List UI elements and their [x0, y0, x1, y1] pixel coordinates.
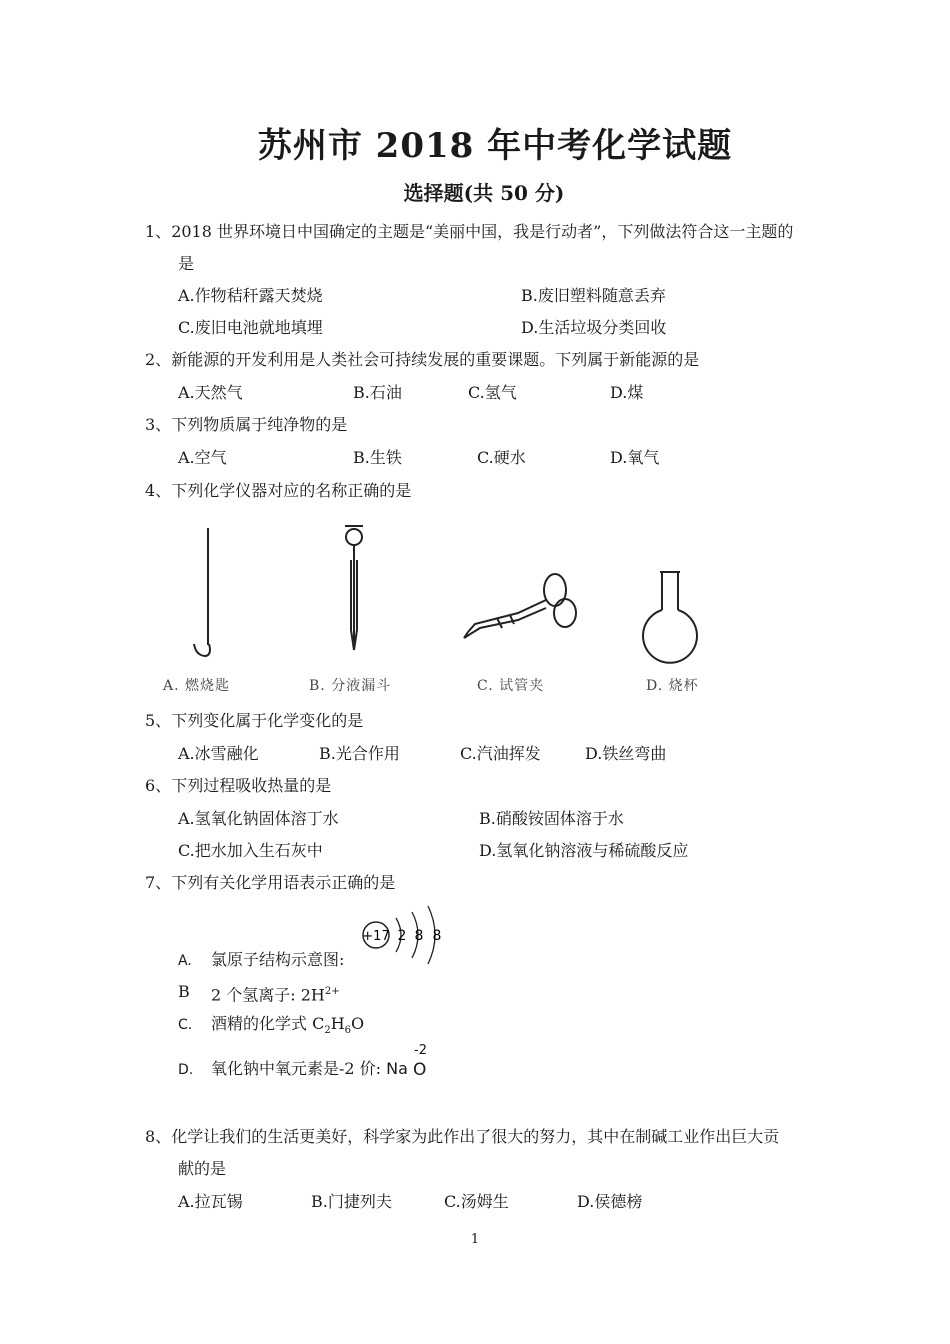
- option-a-text: 氯原子结构示意图:: [211, 950, 345, 969]
- question-8-continued: 献的是: [178, 1159, 227, 1178]
- caption-a: A. 燃烧匙: [163, 678, 231, 694]
- question-number: 8、: [145, 1127, 172, 1146]
- question-number: 3、: [145, 415, 172, 434]
- question-text: 新能源的开发利用是人类社会可持续发展的重要课题。下列属于新能源的是: [171, 350, 700, 369]
- option-c: C.汽油挥发: [460, 744, 541, 763]
- option-a: A.作物秸秆露天焚烧: [178, 286, 323, 305]
- flask-icon: [643, 572, 697, 663]
- tongs-icon: [464, 574, 576, 638]
- question-4: [145, 481, 411, 501]
- option-b: B.门捷列夫: [311, 1192, 392, 1211]
- question-8: [145, 1127, 779, 1147]
- ion-charge: 2+: [324, 986, 340, 997]
- option-a: A.拉瓦锡: [178, 1192, 243, 1211]
- option-c: C.汤姆生: [444, 1192, 509, 1211]
- question-5: [145, 711, 363, 731]
- question-number: 6、: [145, 776, 172, 795]
- question-text: 化学让我们的生活更美好，科学家为此作出了很大的努力，其中在制碱工业作出巨大贡: [171, 1127, 780, 1146]
- question-text: 下列变化属于化学变化的是: [171, 711, 364, 730]
- option-b: B.石油: [353, 383, 402, 402]
- oxygen-symbol: O: [413, 1060, 427, 1080]
- option-d: D.侯德榜: [577, 1192, 643, 1211]
- option-d: D.铁丝弯曲: [585, 744, 667, 763]
- question-3: [145, 415, 347, 435]
- option-d: D.煤: [610, 383, 644, 402]
- option-d: D.氧气: [610, 448, 660, 467]
- option-d: D.生活垃圾分类回收: [521, 318, 667, 337]
- question-2: [145, 350, 699, 370]
- question-number: 4、: [145, 481, 172, 500]
- caption-c: C. 试管夹: [477, 678, 545, 694]
- question-text: 下列有关化学用语表示正确的是: [171, 873, 396, 892]
- question-text: 下列化学仪器对应的名称正确的是: [171, 481, 412, 500]
- option-c: C.硬水: [477, 448, 526, 467]
- option-b: B.生铁: [353, 448, 402, 467]
- question-text: 下列物质属于纯净物的是: [171, 415, 348, 434]
- option-c: C.把水加入生石灰中: [178, 841, 323, 860]
- question-1-continued: 是: [178, 254, 195, 273]
- option-c: C.氢气: [468, 383, 517, 402]
- option-a: A.天然气: [178, 383, 243, 402]
- option-b: B.废旧塑料随意丢弃: [521, 286, 666, 305]
- separating-funnel-icon: [345, 526, 363, 650]
- question-text: 2018 世界环境日中国确定的主题是“美丽中国，我是行动者”，下列做法符合这一主题的: [171, 222, 794, 241]
- shell-3-electrons: 8: [432, 928, 442, 944]
- option-b-text: 2 个氢离子: $2H^{2+}$: [211, 985, 340, 1005]
- option-b: B.光合作用: [319, 744, 400, 763]
- section-heading: 选择题(共 50 分): [403, 181, 565, 205]
- option-c: C.废旧电池就地填埋: [178, 318, 323, 337]
- page-number: 1: [470, 1232, 480, 1247]
- nucleus-charge: +17: [362, 929, 390, 944]
- instrument-illustrations: [150, 520, 730, 670]
- question-1: [145, 222, 793, 242]
- question-number: 5、: [145, 711, 172, 730]
- question-number: 1、: [145, 222, 172, 241]
- option-a-label: A.: [178, 953, 192, 969]
- option-d-label: D.: [178, 1062, 194, 1078]
- shell-2-electrons: 8: [414, 928, 424, 944]
- option-a: A.空气: [178, 448, 227, 467]
- question-number: 2、: [145, 350, 172, 369]
- option-b: B.硝酸铵固体溶于水: [479, 809, 624, 828]
- valence-charge: -2: [414, 1043, 427, 1058]
- combustion-spoon-icon: [194, 528, 210, 656]
- caption-b: B. 分液漏斗: [309, 678, 392, 694]
- option-d: D.氢氧化钠溶液与稀硫酸反应: [479, 841, 689, 860]
- option-c-text: 酒精的化学式 $C_2H_6O$: [211, 1014, 365, 1037]
- shell-1-electrons: 2: [397, 928, 407, 944]
- question-text: 下列过程吸收热量的是: [171, 776, 332, 795]
- caption-d: D. 烧杯: [646, 678, 699, 694]
- question-number: 7、: [145, 873, 172, 892]
- page-title: 苏州市 2018 年中考化学试题: [257, 126, 733, 166]
- option-d-text: 氧化钠中氧元素是-2 价: Na: [211, 1059, 408, 1078]
- question-7: [145, 873, 395, 893]
- question-6: [145, 776, 331, 796]
- chlorine-atom-diagram: [358, 904, 448, 966]
- option-b-label: B: [178, 982, 190, 1001]
- option-a: A.氢氧化钠固体溶丁水: [178, 809, 339, 828]
- option-c-label: C.: [178, 1017, 193, 1033]
- option-a: A.冰雪融化: [178, 744, 259, 763]
